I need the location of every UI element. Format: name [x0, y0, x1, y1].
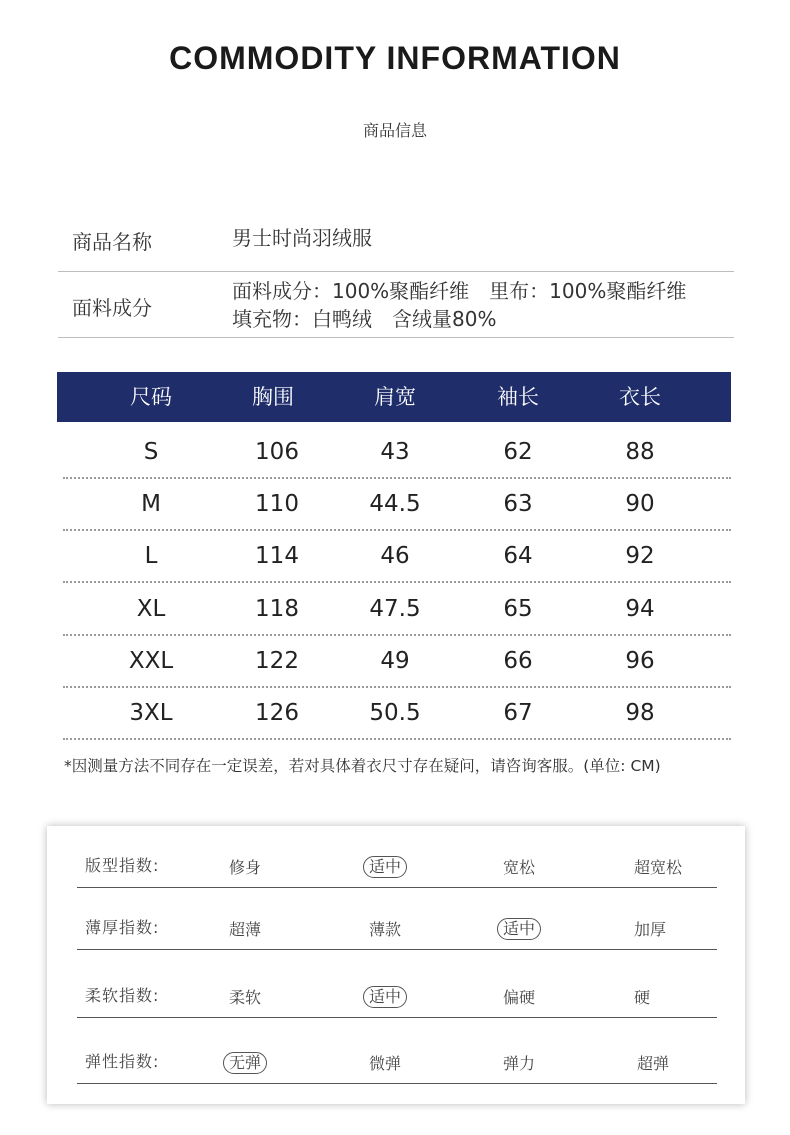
- index-option-selected: 适中: [363, 986, 407, 1008]
- index-label: 薄厚指数:: [85, 918, 160, 937]
- header-cell-size: 尺码: [130, 385, 172, 409]
- table-cell: 63: [503, 491, 533, 517]
- table-cell: 46: [380, 543, 410, 569]
- index-row-elasticity: [77, 1022, 717, 1084]
- header-cell-shoulder: 肩宽: [374, 385, 416, 409]
- table-row: [57, 636, 731, 688]
- index-option: 微弹: [368, 1054, 402, 1073]
- table-cell: 126: [255, 700, 299, 726]
- table-cell: 92: [625, 543, 655, 569]
- table-cell: 50.5: [369, 700, 421, 726]
- table-row: [57, 479, 731, 531]
- measurement-note: *因测量方法不同存在一定误差，若对具体着衣尺寸存在疑问，请咨询客服。(单位: CM): [64, 757, 661, 775]
- header-cell-chest: 胸围: [252, 385, 294, 409]
- info-value-name: 男士时尚羽绒服: [232, 226, 372, 250]
- index-option-selected: 无弹: [223, 1052, 267, 1074]
- page-subtitle: 商品信息: [362, 121, 427, 140]
- table-row: [57, 531, 731, 583]
- header-cell-length: 衣长: [619, 385, 661, 409]
- index-option: 偏硬: [502, 988, 536, 1007]
- table-row: [57, 584, 731, 636]
- index-label: 弹性指数:: [85, 1052, 160, 1071]
- table-cell: 90: [625, 491, 655, 517]
- table-cell: 47.5: [369, 596, 421, 622]
- index-option-selected: 适中: [363, 856, 407, 878]
- row-divider: [63, 738, 731, 740]
- index-row-fit: [77, 826, 717, 888]
- table-cell: XXL: [128, 648, 174, 674]
- table-cell: 66: [503, 648, 533, 674]
- info-label-fabric: 面料成分: [72, 296, 152, 320]
- index-option: 加厚: [633, 920, 667, 939]
- table-row: [57, 688, 731, 740]
- index-row-thickness: [77, 888, 717, 950]
- page-title: COMMODITY INFORMATION: [169, 40, 621, 76]
- table-cell: 122: [255, 648, 299, 674]
- table-row: [57, 427, 731, 479]
- row-divider: [63, 581, 731, 583]
- index-label: 柔软指数:: [85, 986, 160, 1005]
- info-label-name: 商品名称: [72, 230, 152, 254]
- table-cell: XL: [136, 596, 166, 622]
- index-option: 修身: [228, 858, 262, 877]
- index-row-softness: [77, 956, 717, 1018]
- table-cell: 62: [503, 439, 533, 465]
- info-value-fabric: 面料成分：100%聚酯纤维 里布：100%聚酯纤维 填充物：白鸭绒 含绒量80%: [232, 279, 707, 331]
- index-option: 硬: [633, 988, 651, 1007]
- index-card: [47, 826, 745, 1104]
- index-label: 版型指数:: [85, 856, 160, 875]
- table-cell: 114: [255, 543, 299, 569]
- table-cell: 64: [503, 543, 533, 569]
- table-cell: 98: [625, 700, 655, 726]
- table-cell: 118: [255, 596, 299, 622]
- size-table-header: [57, 372, 731, 422]
- index-option: 柔软: [228, 988, 262, 1007]
- row-divider: [77, 949, 717, 950]
- table-cell: L: [144, 543, 158, 569]
- index-option: 超弹: [636, 1054, 670, 1073]
- table-cell: S: [143, 439, 159, 465]
- header-cell-sleeve: 袖长: [497, 385, 539, 409]
- table-cell: 3XL: [129, 700, 173, 726]
- table-cell: 65: [503, 596, 533, 622]
- table-cell: 110: [255, 491, 299, 517]
- table-cell: 88: [625, 439, 655, 465]
- info-divider: [58, 337, 734, 338]
- index-option: 超薄: [228, 920, 262, 939]
- index-option: 超宽松: [633, 858, 683, 877]
- table-cell: 106: [255, 439, 299, 465]
- table-cell: 94: [625, 596, 655, 622]
- index-option: 弹力: [502, 1054, 536, 1073]
- table-cell: 49: [380, 648, 410, 674]
- index-option: 宽松: [502, 858, 536, 877]
- table-cell: 67: [503, 700, 533, 726]
- row-divider: [77, 1083, 717, 1084]
- table-cell: 44.5: [369, 491, 421, 517]
- table-cell: 96: [625, 648, 655, 674]
- row-divider: [77, 1017, 717, 1018]
- table-cell: M: [141, 491, 161, 517]
- info-divider: [58, 271, 734, 272]
- table-cell: 43: [380, 439, 410, 465]
- index-option: 薄款: [368, 920, 402, 939]
- index-option-selected: 适中: [497, 918, 541, 940]
